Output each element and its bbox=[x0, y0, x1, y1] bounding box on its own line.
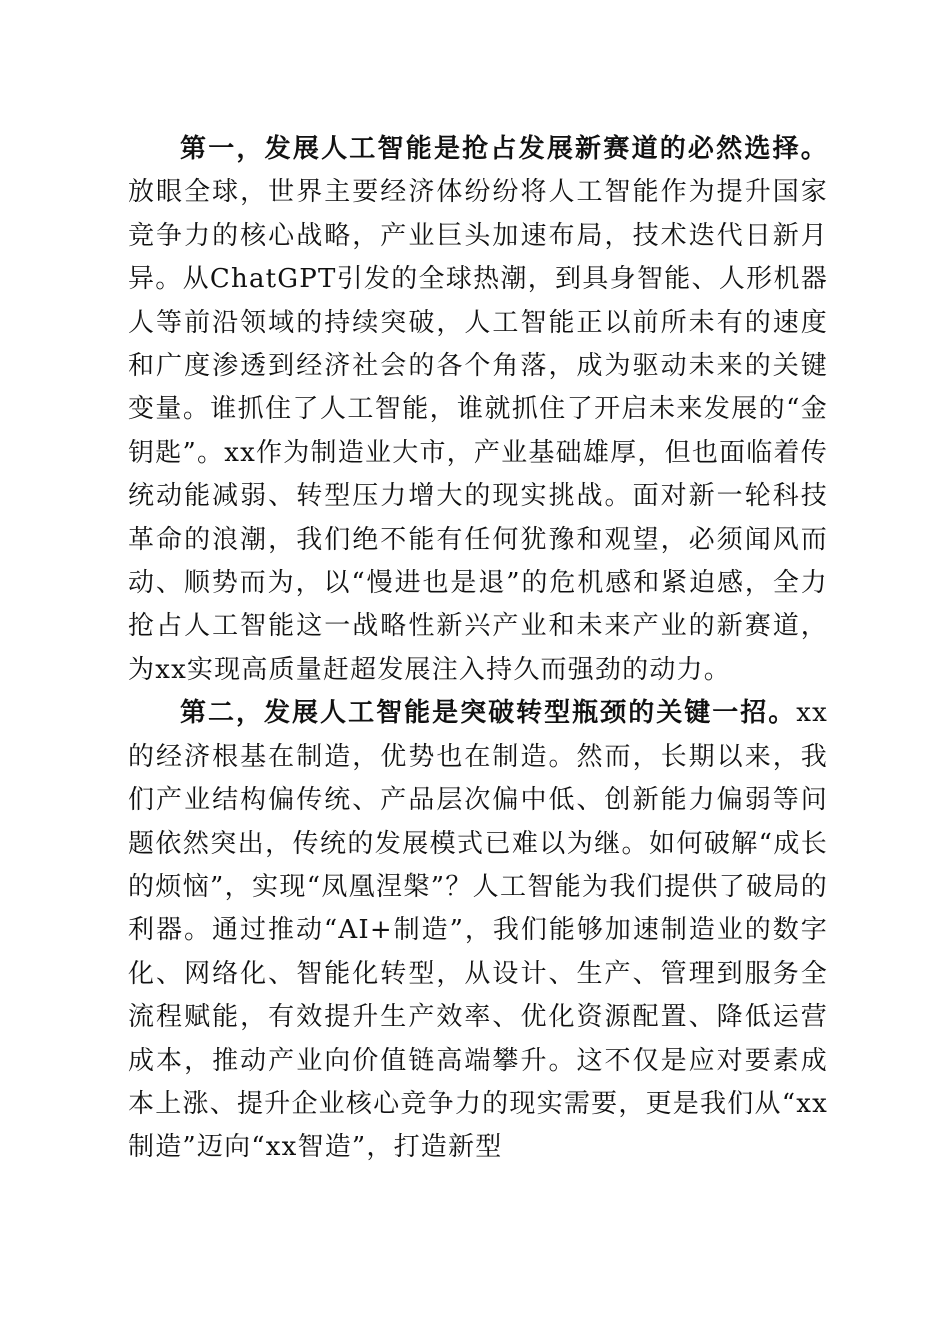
document-body bbox=[128, 128, 828, 1170]
paragraph-2-text: xx的经济根基在制造，优势也在制造。然而，长期以来，我们产业结构偏传统、产品层次偏中低、创新能力偏弱等问题依然突出，传统的发展模式已难以为继。如何破解“成长的烦恼”，实现“凤凰涅槃”？人工智能为我们提供了破局的利器。通过推动“AI+制造”，我们能够加速制造业的数字化、网络化、智能化转型，从设计、生产、管理到服务全流程赋能，有效提升生产效率、优化资源配置、降低运营成本，推动产业向价值链高端攀升。这不仅是应对要素成本上涨、提升企业核心竞争力的现实需要，更是我们从“xx制造”迈向“xx智造”，打造新型 bbox=[128, 698, 828, 1163]
paragraph-1-heading: 第一，发展人工智能是抢占发展新赛道的必然选择。 bbox=[180, 134, 828, 164]
paragraph-2-heading: 第二，发展人工智能是突破转型瓶颈的关键一招。 bbox=[180, 698, 797, 729]
paragraph-1 bbox=[128, 128, 828, 692]
paragraph-2 bbox=[128, 692, 828, 1169]
paragraph-1-text: 放眼全球，世界主要经济体纷纷将人工智能作为提升国家竞争力的核心战略，产业巨头加速布局，技术迭代日新月异。从ChatGPT引发的全球热潮，到具身智能、人形机器人等前沿领域的持续突破，人工智能正以前所未有的速度和广度渗透到经济社会的各个角落，成为驱动未来的关键变量。谁抓住了人工智能，谁就抓住了开启未来发展的“金钥匙”。xx作为制造业大市，产业基础雄厚，但也面临着传统动能减弱、转型压力增大的现实挑战。面对新一轮科技革命的浪潮，我们绝不能有任何犹豫和观望，必须闻风而动、顺势而为，以“慢进也是退”的危机感和紧迫感，全力抢占人工智能这一战略性新兴产业和未来产业的新赛道，为xx实现高质量赶超发展注入持久而强劲的动力。 bbox=[128, 177, 828, 685]
